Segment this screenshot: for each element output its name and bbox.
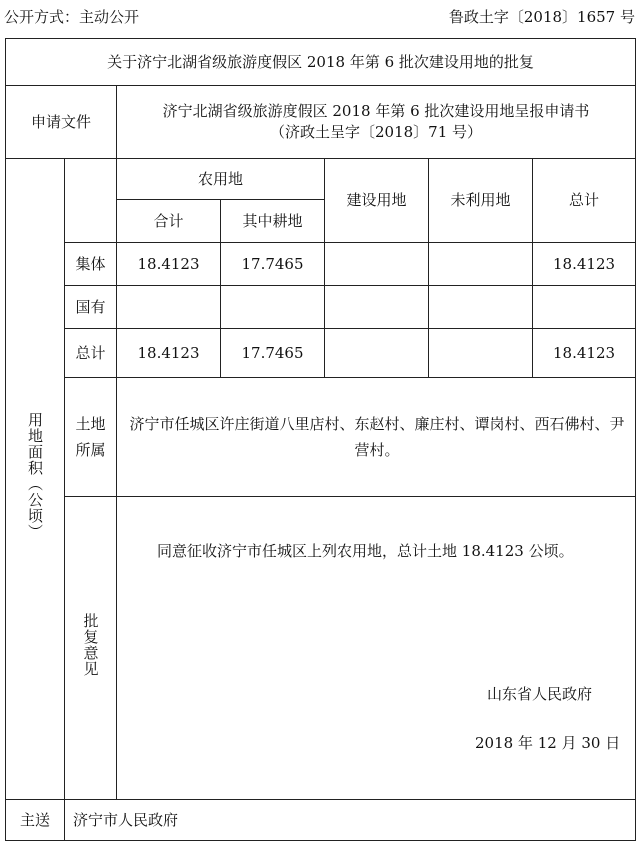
table-row bbox=[6, 329, 636, 378]
title-row bbox=[6, 39, 636, 86]
approval-table bbox=[5, 38, 636, 841]
arable-value: 17.7465 bbox=[221, 329, 325, 378]
arable-value bbox=[221, 286, 325, 329]
unused-value bbox=[429, 243, 533, 286]
document-title: 关于济宁北湖省级旅游度假区 2018 年第 6 批次建设用地的批复 bbox=[6, 39, 636, 86]
unused-value bbox=[429, 286, 533, 329]
area-label-cell bbox=[6, 159, 65, 800]
subtotal-value bbox=[117, 286, 221, 329]
arable-header: 其中耕地 bbox=[221, 200, 325, 243]
row-label: 集体 bbox=[65, 243, 117, 286]
unused-header: 未利用地 bbox=[429, 159, 533, 243]
opinion-label-cell bbox=[65, 497, 117, 800]
opinion-content bbox=[117, 497, 636, 800]
subtotal-value: 18.4123 bbox=[117, 329, 221, 378]
row-label: 总计 bbox=[65, 329, 117, 378]
construction-value bbox=[325, 329, 429, 378]
construction-value bbox=[325, 243, 429, 286]
application-row bbox=[6, 86, 636, 159]
application-reference: （济政土呈字〔2018〕71 号） bbox=[270, 123, 483, 141]
area-label: 用地面积（公顷） bbox=[26, 412, 44, 540]
total-value bbox=[533, 286, 636, 329]
delivery-row bbox=[6, 800, 636, 841]
location-text: 济宁市任城区许庄街道八里店村、东赵村、廉庄村、谭岗村、西石佛村、尹营村。 bbox=[117, 378, 636, 497]
subtotal-header: 合计 bbox=[117, 200, 221, 243]
table-row bbox=[6, 243, 636, 286]
document-header bbox=[0, 0, 639, 30]
row-label: 国有 bbox=[65, 286, 117, 329]
application-title: 济宁北湖省级旅游度假区 2018 年第 6 批次建设用地呈报申请书 bbox=[162, 102, 590, 120]
opinion-row bbox=[6, 497, 636, 800]
farmland-header: 农用地 bbox=[117, 159, 325, 200]
arable-value: 17.7465 bbox=[221, 243, 325, 286]
application-content bbox=[117, 86, 636, 159]
total-value: 18.4123 bbox=[533, 329, 636, 378]
issuer-name: 山东省人民政府 bbox=[487, 685, 593, 703]
delivery-label: 主送 bbox=[6, 800, 65, 841]
blank-header-cell bbox=[65, 159, 117, 243]
construction-value bbox=[325, 286, 429, 329]
document-number: 鲁政土字〔2018〕1657 号 bbox=[448, 8, 635, 26]
total-value: 18.4123 bbox=[533, 243, 636, 286]
application-label: 申请文件 bbox=[6, 86, 117, 159]
construction-header: 建设用地 bbox=[325, 159, 429, 243]
location-label: 土地所属 bbox=[75, 415, 106, 459]
issue-date: 2018 年 12 月 30 日 bbox=[475, 734, 621, 752]
table-row bbox=[6, 286, 636, 329]
total-header: 总计 bbox=[533, 159, 636, 243]
location-row bbox=[6, 378, 636, 497]
disclosure-method: 公开方式：主动公开 bbox=[4, 8, 140, 26]
unused-value bbox=[429, 329, 533, 378]
opinion-label: 批复意见 bbox=[81, 613, 100, 677]
header-row-1 bbox=[6, 159, 636, 200]
subtotal-value: 18.4123 bbox=[117, 243, 221, 286]
location-label-cell bbox=[65, 378, 117, 497]
opinion-text: 同意征收济宁市任城区上列农用地，总计土地 18.4123 公顷。 bbox=[157, 542, 574, 560]
opinion-body bbox=[117, 497, 635, 799]
delivery-recipient: 济宁市人民政府 bbox=[65, 800, 636, 841]
